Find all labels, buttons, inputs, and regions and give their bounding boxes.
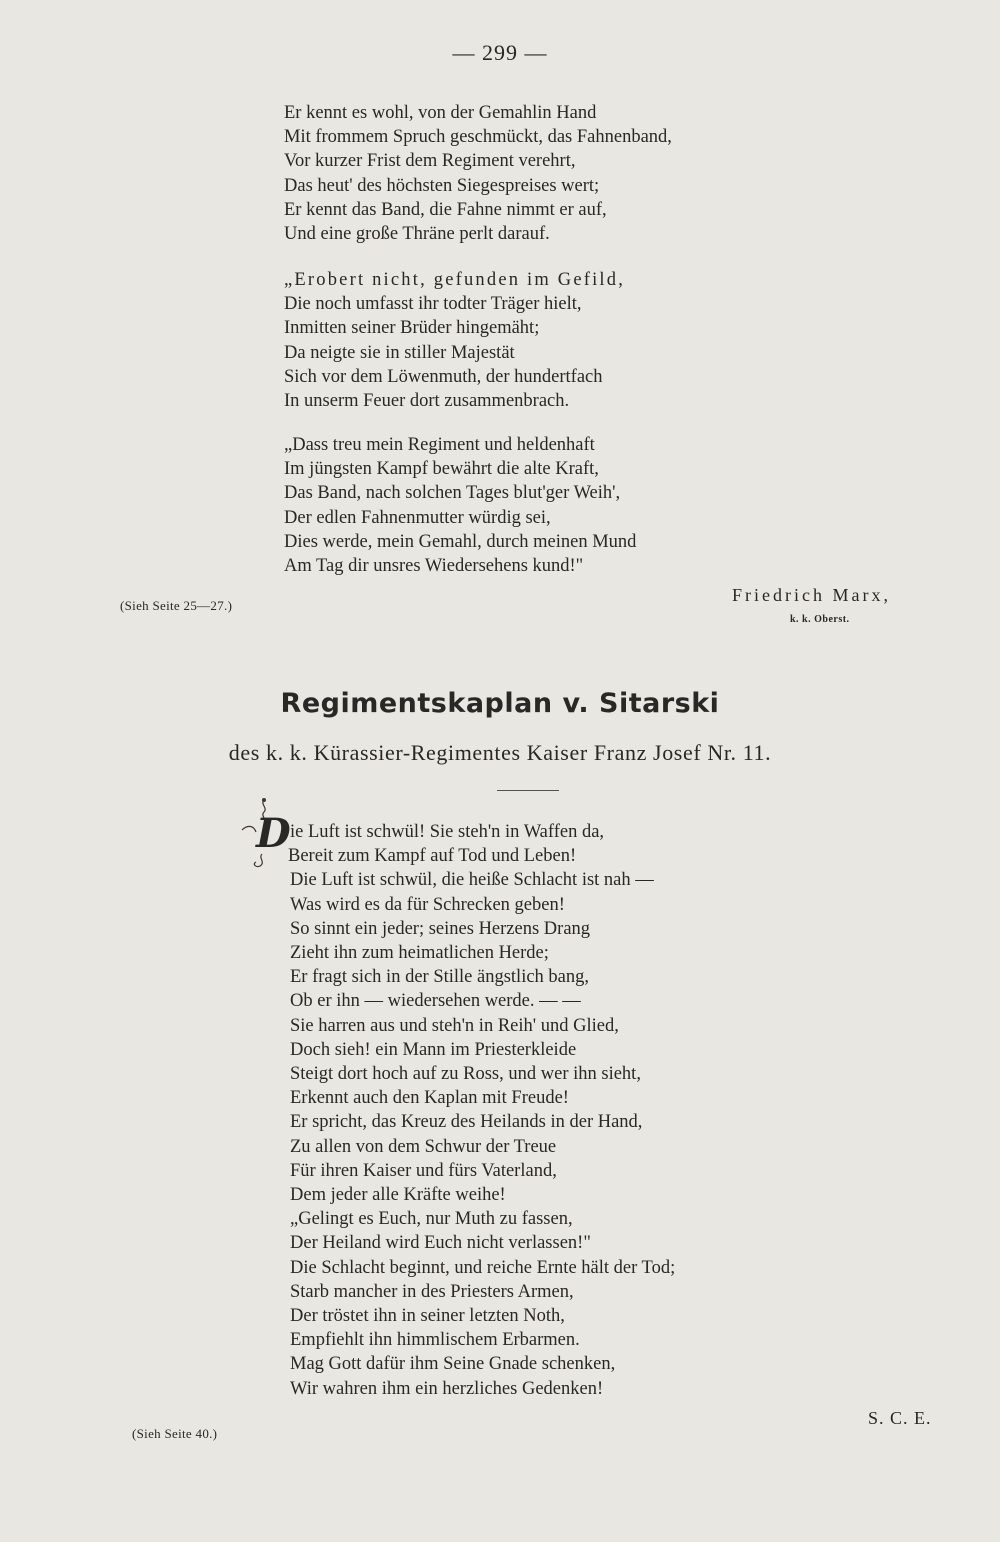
verse-line: Mit frommem Spruch geschmückt, das Fahnenband, bbox=[284, 127, 672, 148]
poem1-stanza-1 bbox=[284, 101, 672, 246]
poem-title: Regimentskaplan v. Sitarski bbox=[280, 688, 720, 719]
verse-line: Im jüngsten Kampf bewährt die alte Kraft, bbox=[284, 459, 599, 480]
verse-line: Die Luft ist schwül, die heiße Schlacht ist nah — bbox=[290, 870, 654, 891]
poem2 bbox=[288, 820, 675, 1401]
verse-line: Und eine große Thräne perlt darauf. bbox=[284, 224, 550, 245]
verse-line: Am Tag dir unsres Wiedersehens kund!" bbox=[284, 556, 584, 577]
verse-line: ie Luft ist schwül! Sie steh'n in Waffen da, bbox=[290, 822, 605, 842]
verse-line: Sich vor dem Löwenmuth, der hundertfach bbox=[284, 366, 603, 387]
author-rank: k. k. Oberst. bbox=[790, 614, 850, 625]
verse-line: Die noch umfasst ihr todter Träger hielt, bbox=[284, 294, 582, 315]
verse-line: Mag Gott dafür ihm Seine Gnade schenken, bbox=[290, 1354, 616, 1375]
verse-line: So sinnt ein jeder; seines Herzens Drang bbox=[290, 918, 591, 939]
verse-line: „Dass treu mein Regiment und heldenhaft bbox=[284, 435, 595, 455]
verse-line: Für ihren Kaiser und fürs Vaterland, bbox=[290, 1160, 557, 1181]
verse-line: Ob er ihn — wiedersehen werde. — — bbox=[290, 991, 581, 1012]
verse-line: Er kennt das Band, die Fahne nimmt er auf, bbox=[284, 199, 607, 220]
verse-line: In unserm Feuer dort zusammenbrach. bbox=[284, 391, 570, 412]
verse-line: Doch sieh! ein Mann im Priesterkleide bbox=[290, 1039, 577, 1060]
page-number: — 299 — bbox=[452, 40, 548, 65]
verse-line: Er kennt es wohl, von der Gemahlin Hand bbox=[284, 103, 597, 123]
verse-line: Er spricht, das Kreuz des Heilands in der Hand, bbox=[290, 1112, 643, 1133]
verse-line: Da neigte sie in stiller Majestät bbox=[284, 342, 515, 363]
verse-line: Empfiehlt ihn himmlischem Erbarmen. bbox=[290, 1330, 580, 1351]
verse-line: Erkennt auch den Kaplan mit Freude! bbox=[290, 1088, 569, 1109]
verse-line: Zieht ihn zum heimatlichen Herde; bbox=[290, 943, 549, 964]
verse-line: Das heut' des höchsten Siegespreises wert; bbox=[284, 175, 600, 196]
verse-line: Wir wahren ihm ein herzliches Gedenken! bbox=[290, 1378, 604, 1399]
verse-line: Sie harren aus und steh'n in Reih' und Glied, bbox=[290, 1015, 619, 1036]
poem1-stanza-3 bbox=[284, 433, 636, 578]
page-reference-note: (Sieh Seite 40.) bbox=[132, 1426, 218, 1441]
poem1-stanza-2 bbox=[284, 268, 625, 413]
initial-letter: D bbox=[256, 810, 291, 857]
verse-line: Vor kurzer Frist dem Regiment verehrt, bbox=[284, 151, 576, 172]
verse-line: „Erobert nicht, gefunden im Gefild, bbox=[284, 270, 626, 290]
verse-line: Der edlen Fahnenmutter würdig sei, bbox=[284, 507, 551, 528]
verse-line: Bereit zum Kampf auf Tod und Leben! bbox=[288, 846, 577, 867]
author-name: Friedrich Marx, bbox=[732, 585, 891, 605]
poem-subtitle: des k. k. Kürassier-Regimentes Kaiser Franz Josef Nr. 11. bbox=[228, 740, 772, 765]
verse-line: Die Schlacht beginnt, und reiche Ernte hält der Tod; bbox=[290, 1257, 676, 1278]
decorative-initial bbox=[232, 796, 291, 870]
verse-line: Er fragt sich in der Stille ängstlich bang, bbox=[290, 967, 590, 988]
verse-line: Das Band, nach solchen Tages blut'ger Weih', bbox=[284, 483, 621, 504]
signature-initials: S. C. E. bbox=[868, 1408, 932, 1428]
verse-line: Der Heiland wird Euch nicht verlassen!" bbox=[290, 1233, 591, 1254]
verse-line: Der tröstet ihn in seiner letzten Noth, bbox=[290, 1306, 565, 1327]
verse-line: Was wird es da für Schrecken geben! bbox=[290, 894, 565, 915]
verse-line: Dem jeder alle Kräfte weihe! bbox=[290, 1185, 506, 1206]
verse-line: Starb mancher in des Priesters Armen, bbox=[290, 1281, 574, 1302]
divider bbox=[497, 790, 559, 791]
verse-line: Zu allen von dem Schwur der Treue bbox=[290, 1136, 557, 1157]
verse-line: Steigt dort hoch auf zu Ross, und wer ihn sieht, bbox=[290, 1064, 641, 1085]
page-reference-note: (Sieh Seite 25—27.) bbox=[120, 598, 233, 613]
verse-line: „Gelingt es Euch, nur Muth zu fassen, bbox=[290, 1209, 573, 1230]
verse-line: Inmitten seiner Brüder hingemäht; bbox=[284, 318, 540, 339]
verse-line: Dies werde, mein Gemahl, durch meinen Mund bbox=[284, 531, 637, 552]
